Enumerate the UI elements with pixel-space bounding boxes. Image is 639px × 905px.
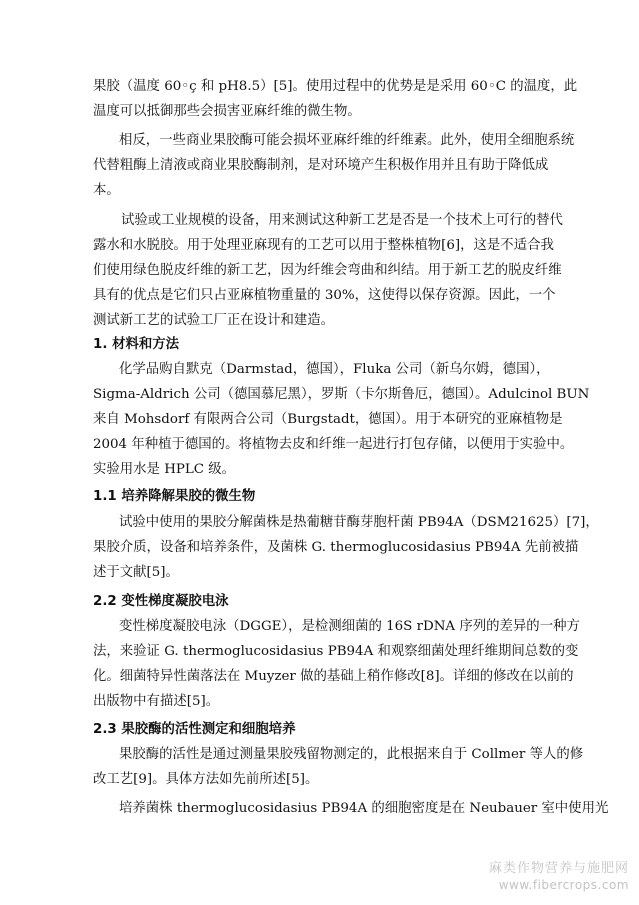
section-heading-materials-methods: 1. 材料和方法	[93, 337, 180, 352]
text-line: 述于文献[5]。	[93, 565, 179, 580]
text-line: 测试新工艺的试验工厂正在设计和建造。	[93, 313, 335, 328]
paragraph-strain	[93, 510, 599, 585]
text-line: 培养菌株 thermoglucosidasius PB94A 的细胞密度是在 Neubauer 室中使用光	[119, 801, 609, 816]
text-line: 2004 年种植于德国的。将植物去皮和纤维一起进行打包存储，以便用于实验中。	[93, 437, 574, 452]
text-line: 代替粗酶上清液或商业果胶酶制剂，是对环境产生积极作用并且有助于降低成	[93, 158, 549, 173]
watermark-url: www.fibercrops.com	[498, 878, 629, 892]
text-line: 化学品购自默克（Darmstad，德国），Fluka 公司（新乌尔姆，德国），	[119, 362, 550, 377]
text-line: 改工艺[9]。具体方法如先前所述[5]。	[93, 772, 319, 787]
text-line: 露水和水脱胶。用于处理亚麻现有的工艺可以用于整株植物[6]，这是不适合我	[93, 238, 554, 253]
text-line: 试验中使用的果胶分解菌株是热葡糖苷酶芽胞杆菌 PB94A（DSM21625）[7]，	[119, 515, 599, 530]
text-line: 试验或工业规模的设备，用来测试这种新工艺是否是一个技术上可行的替代	[121, 213, 563, 228]
text-line: 本。	[93, 183, 120, 198]
watermark-title: 麻类作物营养与施肥网	[488, 861, 629, 876]
watermark	[489, 861, 629, 893]
text-line: 果胶介质，设备和培养条件，及菌株 G. thermoglucosidasius PB94A 先前被描	[93, 540, 579, 555]
section-heading-pectinase-activity: 2.3 果胶酶的活性测定和细胞培养	[93, 722, 296, 737]
section-heading-dgge: 2.2 变性梯度凝胶电泳	[93, 594, 229, 609]
text-line: 果胶（温度 60◦ç 和 pH8.5）[5]。使用过程中的优势是是采用 60◦C 的温度，此	[93, 79, 578, 94]
text-line: 相反，一些商业果胶酶可能会损坏亚麻纤维的纤维素。此外，使用全细胞系统	[119, 133, 575, 148]
paragraph-pectinase	[93, 742, 584, 792]
text-line: 们使用绿色脱皮纤维的新工艺，因为纤维会弯曲和纠结。用于新工艺的脱皮纤维	[93, 263, 562, 278]
paragraph-chemicals	[93, 357, 590, 482]
text-line: Sigma-Aldrich 公司（德国慕尼黑），罗斯（卡尔斯鲁厄，德国）。Adulcinol BUN	[93, 387, 590, 402]
text-line: 实验用水是 HPLC 级。	[93, 462, 236, 477]
text-line: 出版物中有描述[5]。	[93, 694, 220, 709]
paragraph-intro-continued	[93, 74, 578, 124]
text-line: 法，来验证 G. thermoglucosidasius PB94A 和观察细菌处理纤维期间总数的变	[93, 644, 579, 659]
text-line: 来自 Mohsdorf 有限两合公司（Burgstadt，德国）。用于本研究的亚麻植物是	[93, 412, 563, 427]
text-line: 化。细菌特异性菌落法在 Muyzer 做的基础上稍作修改[8]。详细的修改在以前的	[93, 669, 574, 684]
text-line: 果胶酶的活性是通过测量果胶残留物测定的，此根据来自于 Collmer 等人的修	[119, 747, 584, 762]
text-line: 变性梯度凝胶电泳（DGGE），是检测细菌的 16S rDNA 序列的差异的一种方	[119, 619, 580, 634]
paragraph-dgge	[93, 614, 580, 714]
text-line: 具有的优点是它们只占亚麻植物重量的 30%，这使得以保存资源。因此，一个	[93, 288, 556, 303]
paragraph-pilot-plant	[93, 208, 563, 333]
section-heading-culture: 1.1 培养降解果胶的微生物	[93, 489, 256, 504]
paragraph-cell-density	[93, 796, 609, 821]
text-line: 温度可以抵御那些会损害亚麻纤维的微生物。	[93, 104, 361, 119]
paragraph-commercial-pectinase	[93, 128, 575, 203]
